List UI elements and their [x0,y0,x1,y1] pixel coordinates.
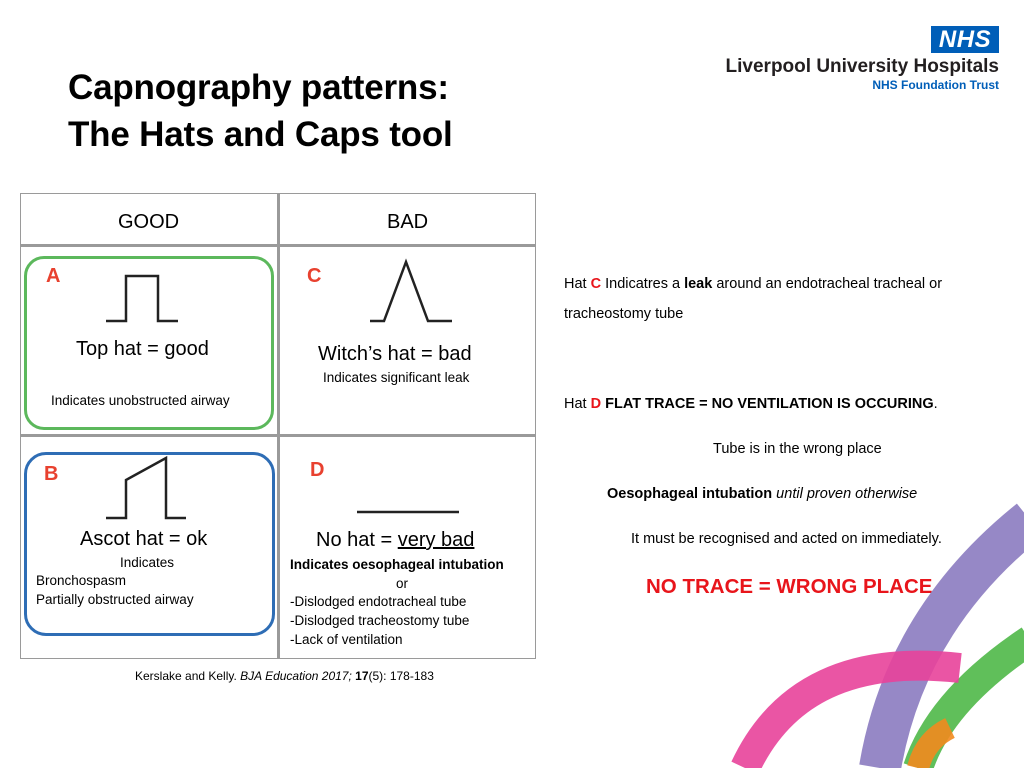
must-line: It must be recognised and acted on immediately. [631,531,942,547]
hat-d-bold: FLAT TRACE = NO VENTILATION IS OCCURING [601,396,934,412]
citation-rest: (5): 178-183 [368,669,434,683]
cell-b-letter: B [44,463,59,485]
cell-d-note-2: or [396,576,409,591]
citation-volume: 17 [351,669,369,683]
citation-journal: BJA Education 2017; [240,669,352,683]
cell-c-note: Indicates significant leak [323,370,470,385]
cell-d-note-4: -Dislodged tracheostomy tube [290,613,470,628]
cell-d-caption [316,529,474,552]
hat-c-bold: leak [684,276,713,292]
title-line-1: Capnography patterns: [68,68,449,107]
cell-a-caption: Top hat = good [76,338,209,360]
oesophageal-italic: until proven otherwise [772,486,918,502]
hat-d-letter: D [590,396,602,412]
cell-c-letter: C [307,265,322,287]
nhs-logo: NHS [931,26,999,53]
oesophageal-bold: Oesophageal intubation [607,486,773,502]
cell-a-note: Indicates unobstructed airway [51,393,230,408]
tube-line: Tube is in the wrong place [713,441,882,457]
cell-d-note-1: Indicates oesophageal intubation [290,557,504,572]
cell-d-note-5: -Lack of ventilation [290,632,403,647]
cell-d-caption-prefix: No hat = [316,529,398,551]
hat-c-prefix: Hat [564,276,591,292]
slogan: NO TRACE = WRONG PLACE [646,575,933,598]
hat-c-letter: C [590,276,602,292]
cell-b-note-3: Partially obstructed airway [36,592,194,607]
cell-d-letter: D [310,459,325,481]
cell-c-caption: Witch’s hat = bad [318,343,472,365]
hat-d-line [564,396,938,412]
citation-authors: Kerslake and Kelly. [135,669,241,683]
cell-b-note-2: Bronchospasm [36,573,127,588]
decorative-arcs [0,0,1,1]
cell-d-caption-emphasis: very bad [397,529,475,551]
table-divider-middle [20,434,536,437]
table-divider-vertical [277,193,280,659]
cell-d-note-3: -Dislodged endotracheal tube [290,594,467,609]
header-good: GOOD [118,211,180,233]
cell-b-caption: Ascot hat = ok [80,528,208,550]
title-line-2: The Hats and Caps tool [68,115,453,154]
hat-c-line-2: tracheostomy tube [564,306,684,322]
hat-c-line-1 [564,276,942,292]
hat-c-suffix: around an endotracheal tracheal or [712,276,943,292]
cell-a-letter: A [46,265,61,287]
citation [135,669,434,683]
cell-b-note-1: Indicates [120,555,175,570]
oesophageal-line [607,486,917,502]
hat-d-prefix: Hat [564,396,591,412]
header-bad: BAD [387,211,429,233]
hat-d-suffix: . [933,396,938,412]
table-divider-header [20,244,536,247]
org-subtitle: NHS Foundation Trust [872,78,999,92]
slide-title [68,64,453,158]
hat-c-mid: Indicatres a [601,276,685,292]
org-name: Liverpool University Hospitals [725,56,999,77]
